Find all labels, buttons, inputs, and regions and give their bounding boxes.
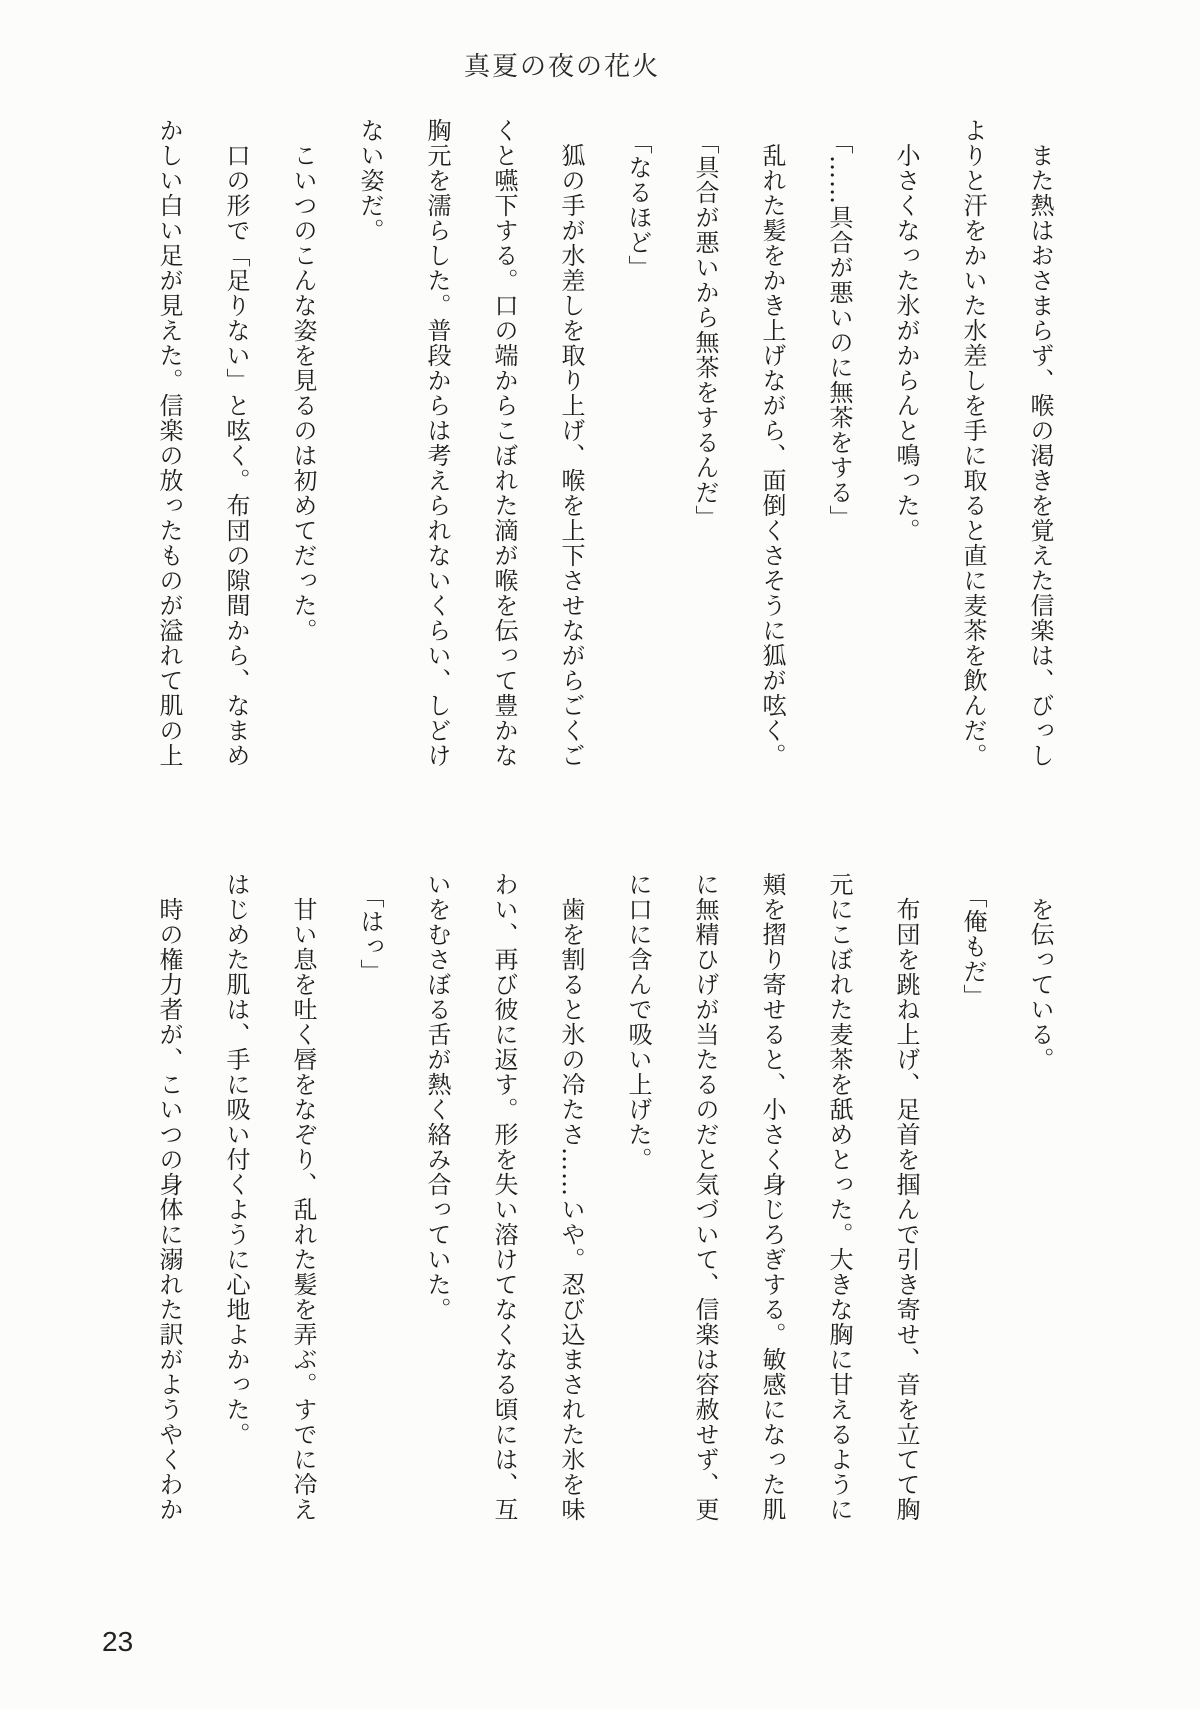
text-line: よりと汗をかいた水差しを手に取ると直に麦茶を飲んだ。 [959, 118, 987, 768]
text-line: こいつのこんな姿を見るのは初めてだった。 [289, 143, 317, 643]
text-line: 頬を摺り寄せると、小さく身じろぎする。敏感になった肌 [758, 872, 786, 1522]
text-line: 乱れた髪をかき上げながら、面倒くさそうに狐が呟く。 [758, 143, 786, 768]
text-line: はじめた肌は、手に吸い付くように心地よかった。 [222, 872, 250, 1447]
text-line: 「具合が悪いから無茶をするんだ」 [691, 130, 719, 530]
text-line: 口の形で「足りない」と呟く。布団の隙間から、なまめ [222, 143, 250, 768]
text-line: 甘い息を吐く唇をなぞり、乱れた髪を弄ぶ。すでに冷え [289, 897, 317, 1522]
text-line: また熱はおさまらず、喉の渇きを覚えた信楽は、びっし [1026, 143, 1054, 768]
text-block-top [114, 118, 1052, 786]
text-line: 胸元を濡らした。普段からは考えられないくらい、しどけ [423, 118, 451, 768]
text-line: いをむさぼる舌が熱く絡み合っていた。 [423, 872, 451, 1322]
text-line: 時の権力者が、こいつの身体に溺れた訳がようやくわか [155, 897, 183, 1522]
text-line: かしい白い足が見えた。信楽の放ったものが溢れて肌の上 [155, 118, 183, 768]
text-line: くと嚥下する。口の端からこぼれた滴が喉を伝って豊かな [490, 118, 518, 768]
text-line: 元にこぼれた麦茶を舐めとった。大きな胸に甘えるように [825, 872, 853, 1522]
text-line: を伝っている。 [1026, 897, 1054, 1072]
text-line: ない姿だ。 [356, 118, 384, 243]
text-line: 「……具合が悪いのに無茶をする」 [825, 130, 853, 530]
text-line: に無精ひげが当たるのだと気づいて、信楽は容赦せず、更 [691, 872, 719, 1522]
text-block-bottom [114, 872, 1052, 1540]
text-line: 布団を跳ね上げ、足首を掴んで引き寄せ、音を立てて胸 [892, 897, 920, 1522]
text-line: 「俺もだ」 [959, 884, 987, 1009]
text-line: 狐の手が水差しを取り上げ、喉を上下させながらごくご [557, 143, 585, 768]
text-line: に口に含んで吸い上げた。 [624, 872, 652, 1172]
text-line: 「はっ」 [356, 884, 384, 984]
text-line: 小さくなった氷がからんと鳴った。 [892, 143, 920, 543]
text-line: わい、再び彼に返す。形を失い溶けてなくなる頃には、互 [490, 872, 518, 1522]
text-line: 「なるほど」 [624, 130, 652, 280]
text-line: 歯を割ると氷の冷たさ……いや。忍び込まされた氷を味 [557, 897, 585, 1522]
page-title: 真夏の夜の花火 [464, 52, 661, 82]
page-number: 23 [102, 1626, 134, 1657]
